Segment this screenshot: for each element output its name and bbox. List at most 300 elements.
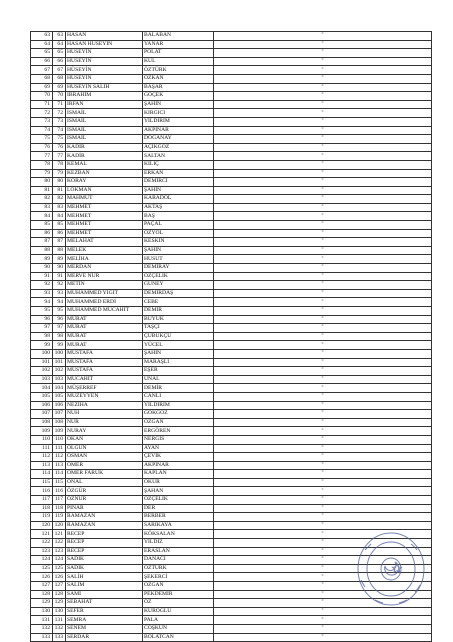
row-number-cell: 82: [31, 195, 53, 204]
row-index-cell: 132: [53, 624, 66, 633]
table-row: [31, 117, 432, 126]
surname-cell: ŞEKERCİ: [143, 573, 214, 582]
row-index-cell: 118: [53, 504, 66, 513]
table-row: [31, 349, 432, 358]
row-index-cell: 84: [53, 212, 66, 221]
table-row: [31, 358, 432, 367]
first-name-cell: İSMAİL: [66, 135, 143, 144]
row-index-cell: 87: [53, 238, 66, 247]
row-number-cell: 114: [31, 470, 53, 479]
row-index-cell: 71: [53, 100, 66, 109]
ditto-mark-cell: ": [214, 229, 432, 238]
table-row: [31, 195, 432, 204]
ditto-mark-cell: ": [214, 281, 432, 290]
row-number-cell: 126: [31, 573, 53, 582]
ditto-mark-cell: ": [214, 478, 432, 487]
row-index-cell: 119: [53, 513, 66, 522]
row-index-cell: 74: [53, 126, 66, 135]
row-number-cell: 76: [31, 143, 53, 152]
first-name-cell: RECEP: [66, 547, 143, 556]
row-number-cell: 91: [31, 272, 53, 281]
row-index-cell: 92: [53, 281, 66, 290]
row-index-cell: 113: [53, 461, 66, 470]
first-name-cell: MURAT: [66, 332, 143, 341]
row-number-cell: 106: [31, 401, 53, 410]
surname-cell: SALTAN: [143, 152, 214, 161]
surname-cell: MARAŞLI: [143, 358, 214, 367]
surname-cell: ŞAHAN: [143, 487, 214, 496]
ditto-mark-cell: ": [214, 246, 432, 255]
row-index-cell: 88: [53, 246, 66, 255]
row-number-cell: 88: [31, 246, 53, 255]
ditto-mark-cell: ": [214, 324, 432, 333]
table-row: [31, 504, 432, 513]
first-name-cell: RAMAZAN: [66, 513, 143, 522]
table-row: [31, 238, 432, 247]
row-index-cell: 129: [53, 599, 66, 608]
table-row: [31, 66, 432, 75]
ditto-mark-cell: ": [214, 427, 432, 436]
row-number-cell: 99: [31, 341, 53, 350]
surname-cell: KAPLAN: [143, 470, 214, 479]
first-name-cell: RECEP: [66, 530, 143, 539]
table-row: [31, 229, 432, 238]
table-row: [31, 83, 432, 92]
row-number-cell: 124: [31, 556, 53, 565]
official-stamp-seal: [355, 530, 427, 608]
surname-cell: KARADÖL: [143, 195, 214, 204]
surname-cell: KÖKSALAN: [143, 530, 214, 539]
ditto-mark-cell: ": [214, 616, 432, 625]
first-name-cell: SAMİ: [66, 590, 143, 599]
first-name-cell: KEZBAN: [66, 169, 143, 178]
row-number-cell: 107: [31, 410, 53, 419]
row-index-cell: 82: [53, 195, 66, 204]
ditto-mark-cell: ": [214, 590, 432, 599]
row-index-cell: 109: [53, 427, 66, 436]
row-number-cell: 84: [31, 212, 53, 221]
row-index-cell: 111: [53, 444, 66, 453]
table-row: [31, 470, 432, 479]
table-row: [31, 427, 432, 436]
ditto-mark-cell: ": [214, 418, 432, 427]
first-name-cell: HÜSEYİN SALİH: [66, 83, 143, 92]
first-name-cell: MURAT: [66, 324, 143, 333]
row-index-cell: 102: [53, 367, 66, 376]
row-number-cell: 110: [31, 435, 53, 444]
surname-cell: KIRGICI: [143, 109, 214, 118]
row-index-cell: 76: [53, 143, 66, 152]
row-index-cell: 91: [53, 272, 66, 281]
row-number-cell: 97: [31, 324, 53, 333]
first-name-cell: METİN: [66, 281, 143, 290]
row-index-cell: 128: [53, 590, 66, 599]
table-row: [31, 40, 432, 49]
ditto-mark-cell: ": [214, 410, 432, 419]
table-row: [31, 341, 432, 350]
table-row: [31, 487, 432, 496]
first-name-cell: MELEK: [66, 246, 143, 255]
row-index-cell: 125: [53, 564, 66, 573]
first-name-cell: MUSTAFA: [66, 367, 143, 376]
surname-cell: AYAN: [143, 444, 214, 453]
table-row: [31, 367, 432, 376]
row-number-cell: 75: [31, 135, 53, 144]
row-index-cell: 90: [53, 264, 66, 273]
table-row: [31, 307, 432, 316]
ditto-mark-cell: ": [214, 289, 432, 298]
first-name-cell: MUSTAFA: [66, 358, 143, 367]
first-name-cell: MÜCAHİT: [66, 375, 143, 384]
row-index-cell: 94: [53, 298, 66, 307]
row-index-cell: 107: [53, 410, 66, 419]
surname-cell: NERGİS: [143, 435, 214, 444]
first-name-cell: SADIK: [66, 556, 143, 565]
table-row: [31, 435, 432, 444]
ditto-mark-cell: ": [214, 186, 432, 195]
table-row: [31, 521, 432, 530]
table-row: [31, 401, 432, 410]
surname-cell: AKTAŞ: [143, 203, 214, 212]
ditto-mark-cell: ": [214, 212, 432, 221]
row-index-cell: 67: [53, 66, 66, 75]
table-row: [31, 298, 432, 307]
surname-cell: DEMİRCİ: [143, 178, 214, 187]
ditto-mark-cell: ": [214, 444, 432, 453]
row-index-cell: 70: [53, 92, 66, 101]
first-name-cell: OSMAN: [66, 453, 143, 462]
table-row: [31, 57, 432, 66]
surname-cell: AÇIKGÖZ: [143, 143, 214, 152]
ditto-mark-cell: ": [214, 315, 432, 324]
row-index-cell: 127: [53, 582, 66, 591]
first-name-cell: SADIK: [66, 564, 143, 573]
first-name-cell: OLGUN: [66, 444, 143, 453]
row-number-cell: 93: [31, 289, 53, 298]
first-name-cell: NURAY: [66, 427, 143, 436]
surname-cell: ÇEVİK: [143, 453, 214, 462]
ditto-mark-cell: ": [214, 349, 432, 358]
ditto-mark-cell: ": [214, 92, 432, 101]
surname-cell: ÜNAL: [143, 375, 214, 384]
ditto-mark-cell: ": [214, 264, 432, 273]
first-name-cell: SALİM: [66, 582, 143, 591]
surname-cell: DEMİR: [143, 307, 214, 316]
surname-cell: DOĞANAY: [143, 135, 214, 144]
table-row: [31, 74, 432, 83]
row-index-cell: 130: [53, 607, 66, 616]
ditto-mark-cell: ": [214, 392, 432, 401]
first-name-cell: PINAR: [66, 504, 143, 513]
row-number-cell: 63: [31, 32, 53, 41]
row-number-cell: 71: [31, 100, 53, 109]
row-index-cell: 81: [53, 186, 66, 195]
ditto-mark-cell: ": [214, 100, 432, 109]
row-number-cell: 133: [31, 633, 53, 642]
ditto-mark-cell: ": [214, 607, 432, 616]
ditto-mark-cell: ": [214, 496, 432, 505]
ditto-mark-cell: ": [214, 126, 432, 135]
row-number-cell: 90: [31, 264, 53, 273]
first-name-cell: OKAN: [66, 435, 143, 444]
surname-cell: PEKDEMİR: [143, 590, 214, 599]
row-number-cell: 72: [31, 109, 53, 118]
ditto-mark-cell: ": [214, 504, 432, 513]
row-index-cell: 97: [53, 324, 66, 333]
row-index-cell: 72: [53, 109, 66, 118]
ditto-mark-cell: ": [214, 178, 432, 187]
first-name-cell: MUSTAFA: [66, 349, 143, 358]
surname-cell: HUSUT: [143, 255, 214, 264]
ditto-mark-cell: ": [214, 401, 432, 410]
row-index-cell: 104: [53, 384, 66, 393]
table-row: [31, 289, 432, 298]
row-number-cell: 118: [31, 504, 53, 513]
row-number-cell: 79: [31, 169, 53, 178]
ditto-mark-cell: ": [214, 453, 432, 462]
surname-cell: ÖZÇELİK: [143, 272, 214, 281]
ditto-mark-cell: ": [214, 564, 432, 573]
ditto-mark-cell: ": [214, 624, 432, 633]
ditto-mark-cell: ": [214, 109, 432, 118]
first-name-cell: MURAT: [66, 315, 143, 324]
surname-cell: AKPINAR: [143, 126, 214, 135]
ditto-mark-cell: ": [214, 435, 432, 444]
surname-cell: KÜL: [143, 57, 214, 66]
ditto-mark-cell: ": [214, 32, 432, 41]
row-number-cell: 112: [31, 453, 53, 462]
surname-cell: GÜNEY: [143, 281, 214, 290]
row-number-cell: 95: [31, 307, 53, 316]
table-row: [31, 375, 432, 384]
row-index-cell: 106: [53, 401, 66, 410]
ditto-mark-cell: ": [214, 49, 432, 58]
surname-cell: GÖKGÖZ: [143, 410, 214, 419]
surname-cell: YANAR: [143, 40, 214, 49]
surname-cell: KESKİN: [143, 238, 214, 247]
surname-cell: YILDIRIM: [143, 401, 214, 410]
surname-cell: DEMİRDAŞ: [143, 289, 214, 298]
row-index-cell: 121: [53, 530, 66, 539]
table-row: [31, 281, 432, 290]
surname-cell: ŞAHİN: [143, 100, 214, 109]
row-number-cell: 123: [31, 547, 53, 556]
surname-cell: TAŞÇI: [143, 324, 214, 333]
row-index-cell: 108: [53, 418, 66, 427]
table-row: [31, 100, 432, 109]
table-row: [31, 324, 432, 333]
table-row: [31, 126, 432, 135]
ditto-mark-cell: ": [214, 358, 432, 367]
surname-cell: DER: [143, 504, 214, 513]
surname-cell: ÖZKAN: [143, 74, 214, 83]
row-number-cell: 132: [31, 624, 53, 633]
row-index-cell: 100: [53, 349, 66, 358]
row-number-cell: 68: [31, 74, 53, 83]
row-number-cell: 131: [31, 616, 53, 625]
first-name-cell: MEHMET: [66, 229, 143, 238]
table-row: [31, 633, 432, 642]
table-row: [31, 49, 432, 58]
ditto-mark-cell: ": [214, 599, 432, 608]
row-index-cell: 122: [53, 539, 66, 548]
ditto-mark-cell: ": [214, 341, 432, 350]
row-number-cell: 117: [31, 496, 53, 505]
surname-cell: ÖZTÜRK: [143, 564, 214, 573]
ditto-mark-cell: ": [214, 530, 432, 539]
surname-cell: ÇUBUKÇU: [143, 332, 214, 341]
row-number-cell: 128: [31, 590, 53, 599]
first-name-cell: HÜSEYİN: [66, 57, 143, 66]
surname-cell: CANLI: [143, 392, 214, 401]
table-row: [31, 32, 432, 41]
first-name-cell: ÖMER FARUK: [66, 470, 143, 479]
row-index-cell: 99: [53, 341, 66, 350]
ditto-mark-cell: ": [214, 487, 432, 496]
row-index-cell: 68: [53, 74, 66, 83]
first-name-cell: NUR: [66, 418, 143, 427]
first-name-cell: MELİHA: [66, 255, 143, 264]
table-row: [31, 169, 432, 178]
surname-cell: YILDIRIM: [143, 117, 214, 126]
row-number-cell: 70: [31, 92, 53, 101]
table-row: [31, 410, 432, 419]
row-index-cell: 78: [53, 160, 66, 169]
ditto-mark-cell: ": [214, 57, 432, 66]
table-row: [31, 255, 432, 264]
row-index-cell: 112: [53, 453, 66, 462]
table-row: [31, 332, 432, 341]
table-row: [31, 160, 432, 169]
surname-cell: EŞER: [143, 367, 214, 376]
first-name-cell: KEMAL: [66, 160, 143, 169]
surname-cell: ÖZGAN: [143, 418, 214, 427]
row-index-cell: 126: [53, 573, 66, 582]
first-name-cell: MURAT: [66, 341, 143, 350]
surname-cell: ÖZYOL: [143, 229, 214, 238]
table-row: [31, 418, 432, 427]
first-name-cell: NEZİHA: [66, 401, 143, 410]
ditto-mark-cell: ": [214, 195, 432, 204]
surname-cell: BERBER: [143, 513, 214, 522]
row-number-cell: 98: [31, 332, 53, 341]
table-row: [31, 478, 432, 487]
surname-cell: YILDIZ: [143, 539, 214, 548]
row-number-cell: 111: [31, 444, 53, 453]
first-name-cell: SENEM: [66, 624, 143, 633]
ditto-mark-cell: ": [214, 169, 432, 178]
table-row: [31, 392, 432, 401]
row-number-cell: 125: [31, 564, 53, 573]
first-name-cell: MUHAMMED MÜCAHİT: [66, 307, 143, 316]
row-index-cell: 120: [53, 521, 66, 530]
first-name-cell: MELAHAT: [66, 238, 143, 247]
row-number-cell: 103: [31, 375, 53, 384]
ditto-mark-cell: ": [214, 513, 432, 522]
row-number-cell: 85: [31, 221, 53, 230]
surname-cell: ÖZGAN: [143, 582, 214, 591]
row-number-cell: 130: [31, 607, 53, 616]
row-number-cell: 129: [31, 599, 53, 608]
row-number-cell: 109: [31, 427, 53, 436]
row-number-cell: 73: [31, 117, 53, 126]
row-index-cell: 124: [53, 556, 66, 565]
row-index-cell: 63: [53, 32, 66, 41]
first-name-cell: ÖZNUR: [66, 496, 143, 505]
table-row: [31, 143, 432, 152]
row-number-cell: 77: [31, 152, 53, 161]
table-row: [31, 178, 432, 187]
surname-cell: COŞKUN: [143, 624, 214, 633]
surname-cell: KUROĞLU: [143, 607, 214, 616]
row-index-cell: 75: [53, 135, 66, 144]
table-row: [31, 109, 432, 118]
row-number-cell: 92: [31, 281, 53, 290]
row-number-cell: 65: [31, 49, 53, 58]
table-row: [31, 513, 432, 522]
row-index-cell: 101: [53, 358, 66, 367]
table-row: [31, 152, 432, 161]
row-index-cell: 86: [53, 229, 66, 238]
surname-cell: BOLATCAN: [143, 633, 214, 642]
row-index-cell: 79: [53, 169, 66, 178]
ditto-mark-cell: ": [214, 556, 432, 565]
row-number-cell: 96: [31, 315, 53, 324]
ditto-mark-cell: ": [214, 298, 432, 307]
surname-cell: ÖZTÜRK: [143, 66, 214, 75]
row-index-cell: 89: [53, 255, 66, 264]
first-name-cell: SEFER: [66, 607, 143, 616]
first-name-cell: MAHMUT: [66, 195, 143, 204]
first-name-cell: RAMAZAN: [66, 521, 143, 530]
table-row: [31, 246, 432, 255]
row-number-cell: 102: [31, 367, 53, 376]
surname-cell: ERASLAN: [143, 547, 214, 556]
row-number-cell: 101: [31, 358, 53, 367]
first-name-cell: HASAN HÜSEYİN: [66, 40, 143, 49]
table-row: [31, 92, 432, 101]
ditto-mark-cell: ": [214, 221, 432, 230]
row-number-cell: 119: [31, 513, 53, 522]
surname-cell: BAŞAR: [143, 83, 214, 92]
ditto-mark-cell: ": [214, 461, 432, 470]
surname-cell: KILIÇ: [143, 160, 214, 169]
ditto-mark-cell: ": [214, 633, 432, 642]
ditto-mark-cell: ": [214, 521, 432, 530]
row-number-cell: 86: [31, 229, 53, 238]
row-index-cell: 131: [53, 616, 66, 625]
surname-cell: POLAT: [143, 49, 214, 58]
ditto-mark-cell: ": [214, 272, 432, 281]
surname-cell: PAÇAL: [143, 221, 214, 230]
table-row: [31, 186, 432, 195]
first-name-cell: ÖNAL: [66, 478, 143, 487]
first-name-cell: İSMAİL: [66, 126, 143, 135]
row-index-cell: 85: [53, 221, 66, 230]
first-name-cell: İBRAHİM: [66, 92, 143, 101]
row-index-cell: 123: [53, 547, 66, 556]
surname-cell: ERGÖREN: [143, 427, 214, 436]
table-row: [31, 496, 432, 505]
row-index-cell: 73: [53, 117, 66, 126]
surname-cell: ÖZ: [143, 599, 214, 608]
ditto-mark-cell: ": [214, 384, 432, 393]
ditto-mark-cell: ": [214, 203, 432, 212]
ditto-mark-cell: ": [214, 539, 432, 548]
surname-cell: DANACI: [143, 556, 214, 565]
ditto-mark-cell: ": [214, 83, 432, 92]
table-row: [31, 607, 432, 616]
